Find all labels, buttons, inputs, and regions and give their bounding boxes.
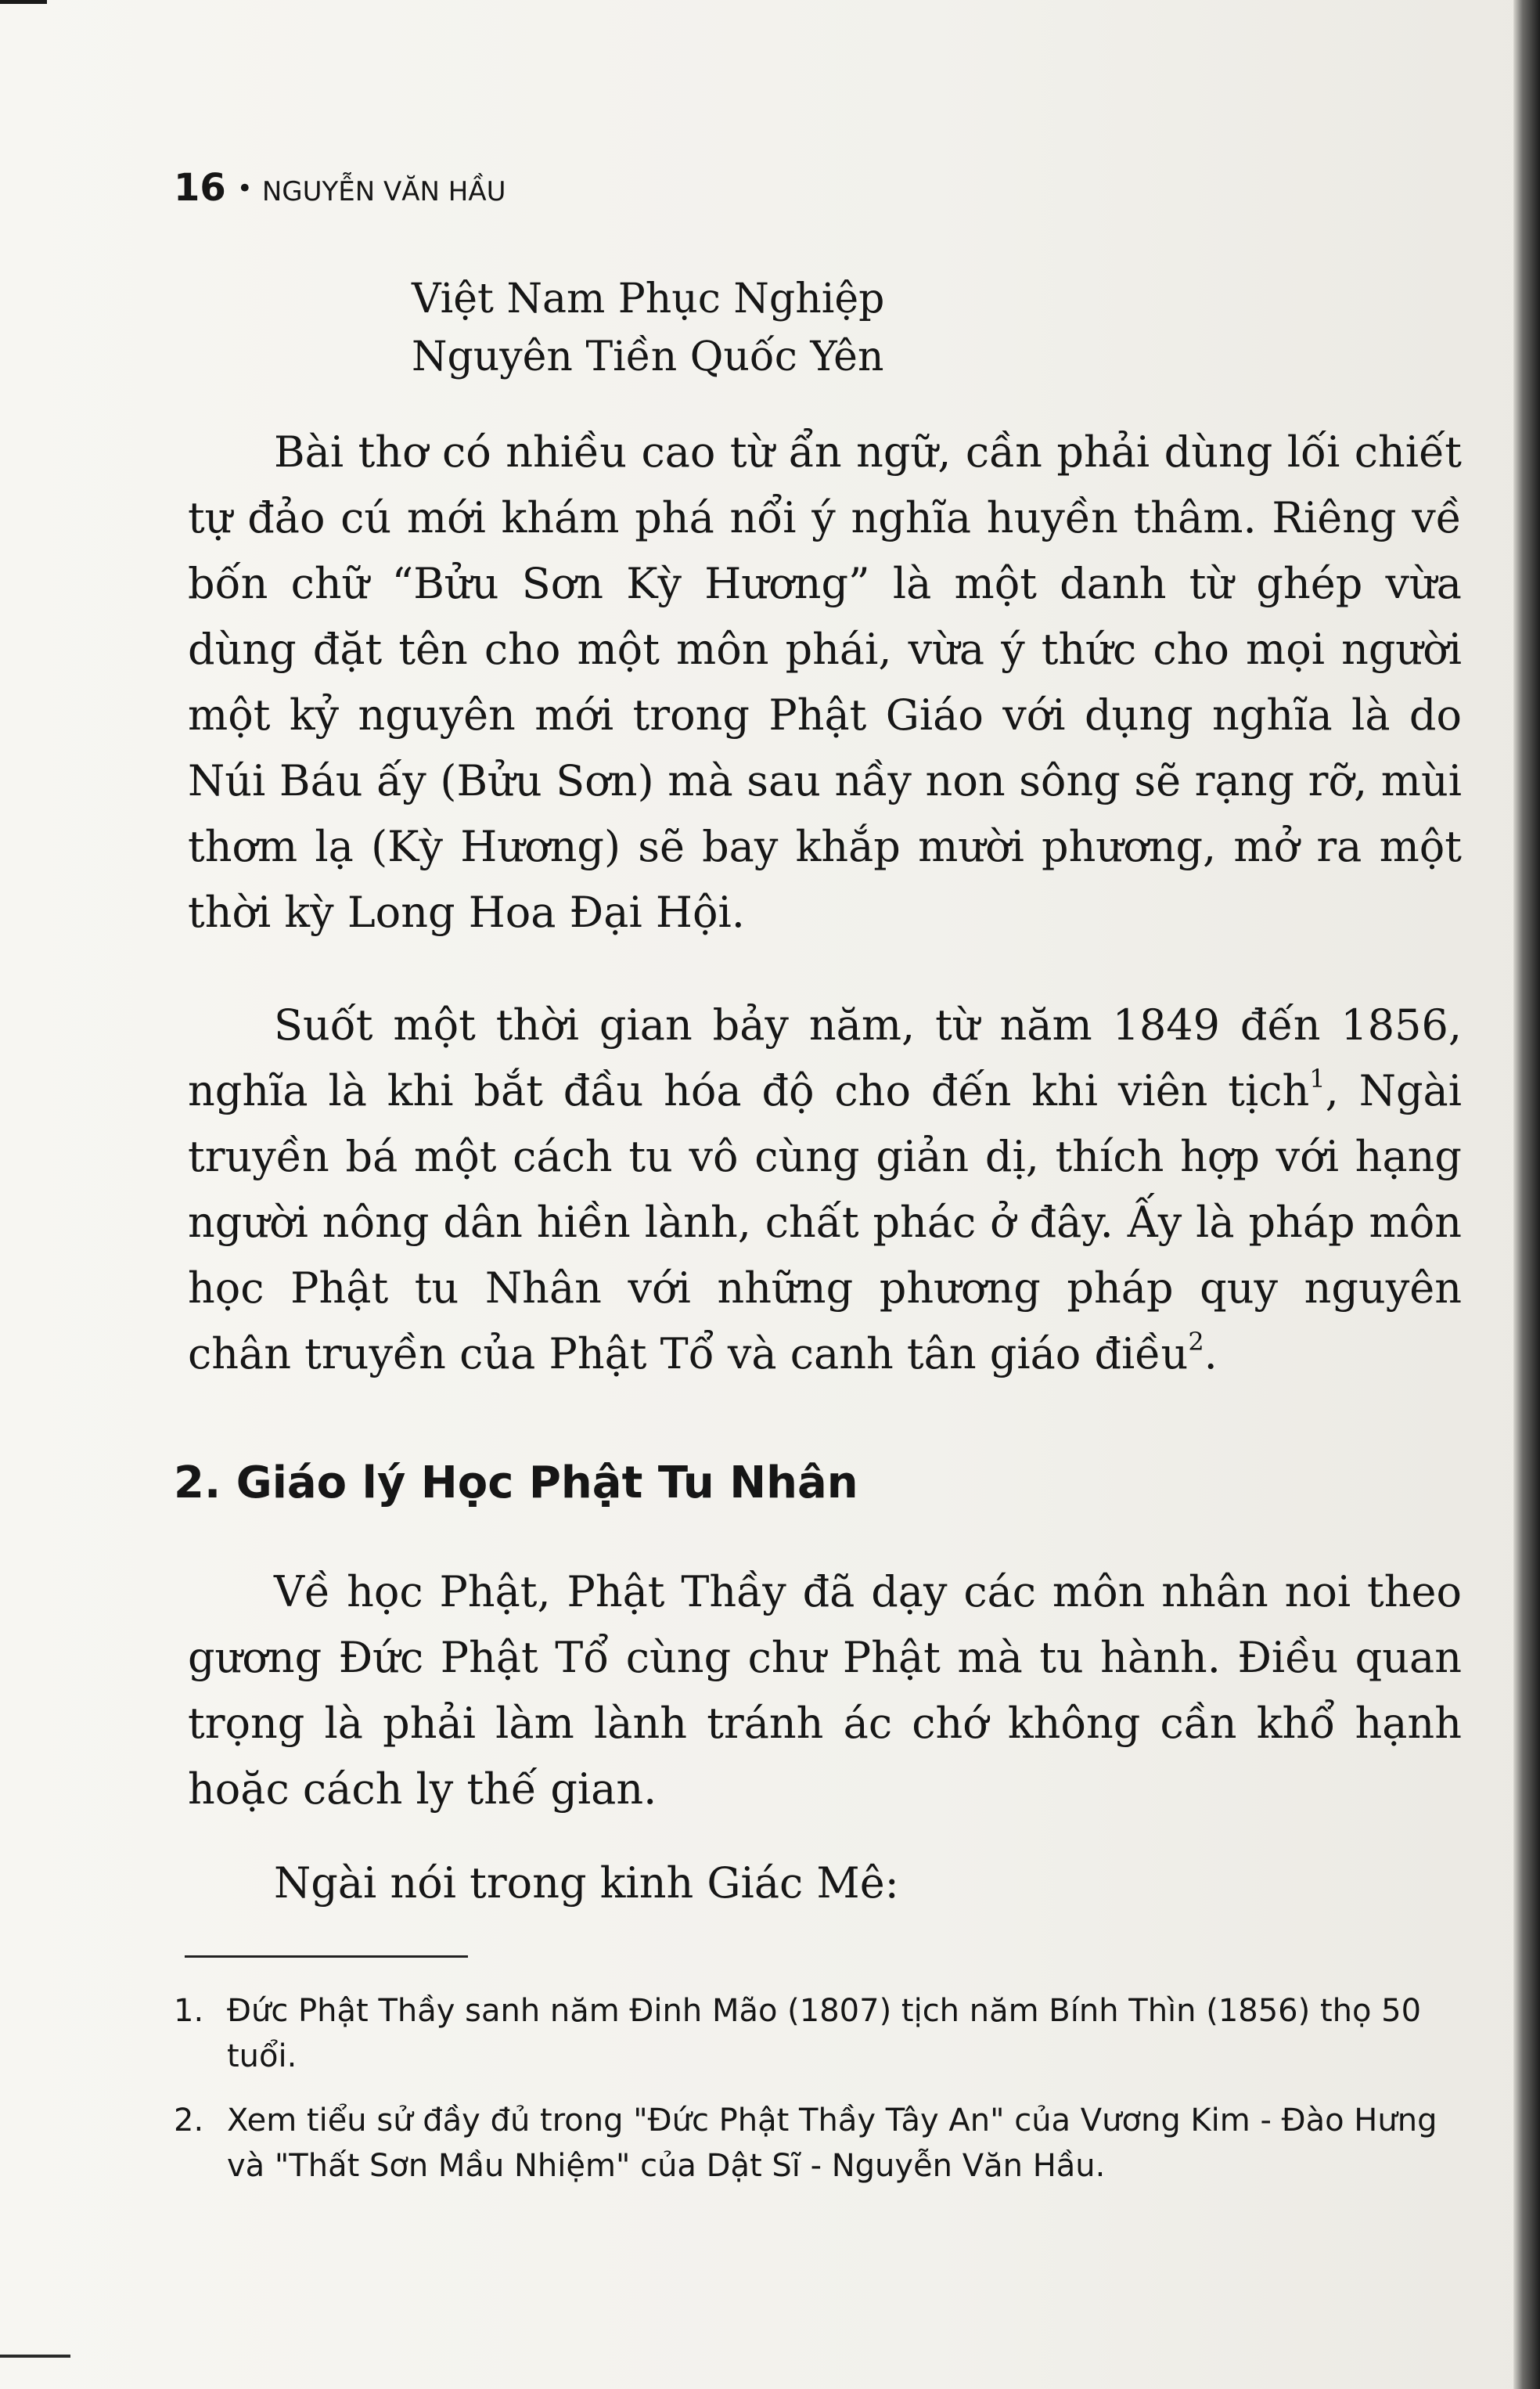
- paragraph-teaching-period: [188, 993, 1462, 1387]
- header-separator: •: [236, 173, 253, 204]
- footnote-divider: [185, 1955, 468, 1958]
- paragraph-doctrine: Về học Phật, Phật Thầy đã dạy các môn nhân noi theo gương Đức Phật Tổ cùng chư Phật mà tu hành. Điều quan trọng là phải làm lành tránh ác chớ không cần khổ hạnh hoặc cách ly thế gian.: [188, 1567, 1462, 1814]
- verse-line-2: Nguyên Tiền Quốc Yên: [412, 333, 884, 380]
- footnote-text: Đức Phật Thầy sanh năm Đinh Mão (1807) tịch năm Bính Thìn (1856) thọ 50 tuổi.: [227, 1993, 1422, 2074]
- scan-bottom-mark: [0, 2355, 70, 2358]
- footnotes: [174, 1988, 1473, 2207]
- footnote-number: 2.: [174, 2103, 204, 2139]
- running-head: [174, 166, 506, 210]
- paragraph-scripture-intro: Ngài nói trong kinh Giác Mê:: [274, 1858, 899, 1908]
- paragraph-text: .: [1204, 1329, 1218, 1378]
- paragraph-text: Suốt một thời gian bảy năm, từ năm 1849 đến 1856, nghĩa là khi bắt đầu hóa độ cho đến khi viên tịch: [188, 1000, 1462, 1115]
- footnote-number: 1.: [174, 1993, 204, 2029]
- footnote-ref-2: 2: [1188, 1327, 1204, 1357]
- footnote-2: [174, 2098, 1473, 2189]
- header-author: NGUYỄN VĂN HẦU: [261, 176, 506, 207]
- paragraph-text: , Ngài truyền bá một cách tu vô cùng giản dị, thích hợp với hạng người nông dân hiền lành, chất phác ở đây. Ấy là pháp môn học Phật tu Nhân với những phương pháp quy nguyên chân truyền của Phật Tổ và canh tân giáo điều: [188, 1066, 1462, 1378]
- paragraph-poem-analysis: Bài thơ có nhiều cao từ ẩn ngữ, cần phải dùng lối chiết tự đảo cú mới khám phá nổi ý nghĩa huyền thâm. Riêng về bốn chữ “Bửu Sơn Kỳ Hương” là một danh từ ghép vừa dùng đặt tên cho một môn phái, vừa ý thức cho mọi người một kỷ nguyên mới trong Phật Giáo với dụng nghĩa là do Núi Báu ấy (Bửu Sơn) mà sau nầy non sông sẽ rạng rỡ, mùi thơm lạ (Kỳ Hương) sẽ bay khắp mười phương, mở ra một thời kỳ Long Hoa Đại Hội.: [188, 427, 1462, 937]
- scan-corner-mark: [0, 0, 47, 4]
- footnote-1: [174, 1988, 1473, 2079]
- footnote-ref-1: 1: [1309, 1064, 1326, 1094]
- verse-line-1: Việt Nam Phục Nghiệp: [412, 276, 885, 322]
- section-heading: 2. Giáo lý Học Phật Tu Nhân: [174, 1458, 858, 1508]
- page-number: 16: [174, 166, 226, 210]
- footnote-text: Xem tiểu sử đầy đủ trong "Đức Phật Thầy Tây An" của Vương Kim - Đào Hưng và "Thất Sơn Mầu Nhiệm" của Dật Sĩ - Nguyễn Văn Hầu.: [227, 2103, 1437, 2184]
- page-gutter-shadow: [1513, 0, 1540, 2389]
